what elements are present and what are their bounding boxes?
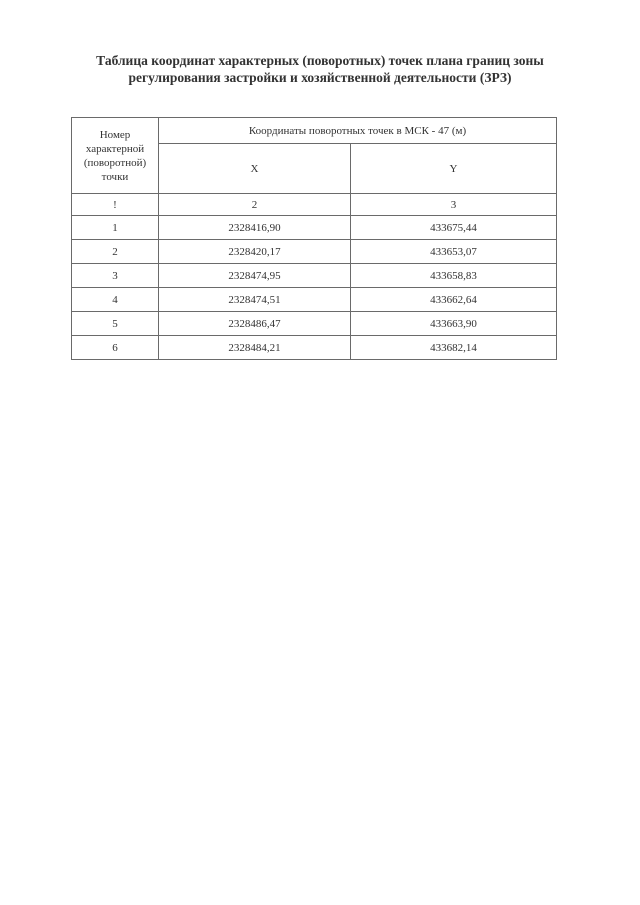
table-row — [72, 240, 557, 264]
point-number-cell: 6 — [72, 336, 159, 360]
table-row — [72, 264, 557, 288]
table-row — [72, 336, 557, 360]
point-number-header — [72, 118, 159, 194]
table-row — [72, 288, 557, 312]
title-line-2: регулирования застройки и хозяйственной деятельности (ЗРЗ) — [128, 70, 512, 85]
column-index-cell: 2 — [159, 194, 351, 216]
point-number-cell: 4 — [72, 288, 159, 312]
x-coordinate-cell: 2328416,90 — [159, 216, 351, 240]
title-line-1: Таблица координат характерных (поворотных) точек плана границ зоны — [96, 53, 544, 68]
y-column-header: Y — [351, 144, 557, 194]
point-number-header-line: точки — [101, 170, 129, 183]
x-coordinate-cell: 2328474,51 — [159, 288, 351, 312]
table-row — [72, 312, 557, 336]
table-header-row — [72, 118, 557, 144]
point-number-header-line: характерной — [85, 142, 145, 155]
y-coordinate-cell: 433675,44 — [351, 216, 557, 240]
y-coordinate-cell: 433658,83 — [351, 264, 557, 288]
x-coordinate-cell: 2328486,47 — [159, 312, 351, 336]
point-number-header-line: (поворотной) — [83, 156, 147, 169]
point-number-cell: 2 — [72, 240, 159, 264]
column-index-row — [72, 194, 557, 216]
column-index-cell: 3 — [351, 194, 557, 216]
document-title — [40, 52, 600, 86]
y-coordinate-cell: 433662,64 — [351, 288, 557, 312]
point-number-cell: 5 — [72, 312, 159, 336]
table-row — [72, 216, 557, 240]
point-number-cell: 1 — [72, 216, 159, 240]
x-column-header: X — [159, 144, 351, 194]
x-coordinate-cell: 2328420,17 — [159, 240, 351, 264]
coordinates-table — [71, 117, 557, 360]
x-coordinate-cell: 2328484,21 — [159, 336, 351, 360]
coordinates-group-header: Координаты поворотных точек в МСК - 47 (м) — [159, 118, 557, 144]
point-number-cell: 3 — [72, 264, 159, 288]
y-coordinate-cell: 433663,90 — [351, 312, 557, 336]
y-coordinate-cell: 433682,14 — [351, 336, 557, 360]
y-coordinate-cell: 433653,07 — [351, 240, 557, 264]
point-number-header-line: Номер — [99, 128, 131, 141]
x-coordinate-cell: 2328474,95 — [159, 264, 351, 288]
column-index-cell: ! — [72, 194, 159, 216]
